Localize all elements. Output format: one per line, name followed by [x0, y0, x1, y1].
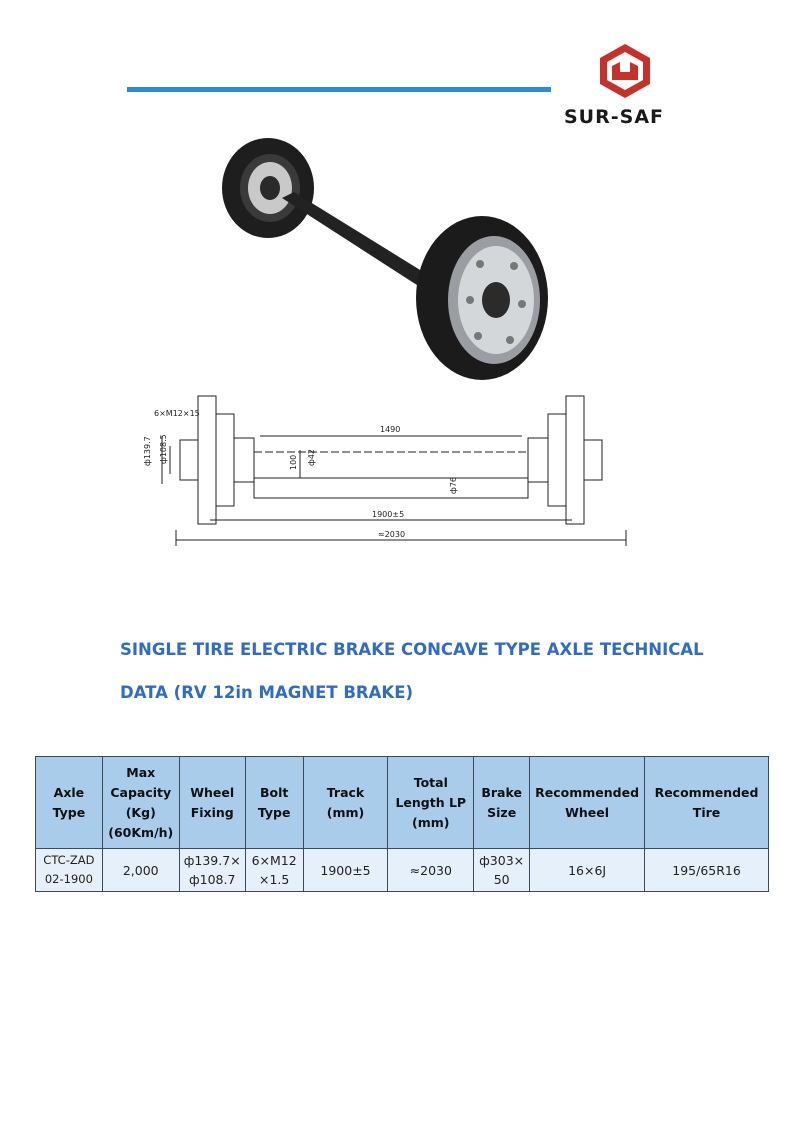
cell-wheel-fixing: ф139.7× ф108.7	[179, 849, 245, 892]
brand-name: SUR-SAF	[564, 106, 664, 128]
header-wheel-fixing: Wheel Fixing	[179, 757, 245, 849]
cell-axle-type: CTC-ZAD 02-1900	[36, 849, 103, 892]
dim-pcd: ф139.7	[143, 436, 152, 466]
cell-total-length: ≈2030	[388, 849, 474, 892]
logo-mark-icon	[600, 44, 650, 98]
section-heading-line-2: DATA (RV 12in MAGNET BRAKE)	[120, 683, 414, 702]
dim-center: ф108.5	[159, 434, 168, 464]
table-row	[36, 849, 769, 892]
table-header-row	[36, 757, 769, 849]
rear-wheel-icon	[222, 138, 314, 238]
dim-total: ≈2030	[378, 530, 406, 539]
dim-bolt: 6×M12×15	[154, 409, 200, 418]
cell-recommended-tire: 195/65R16	[645, 849, 769, 892]
dim-1490: 1490	[380, 425, 401, 434]
header-max-capacity: Max Capacity (Kg) (60Km/h)	[102, 757, 179, 849]
header-recommended-tire: Recommended Tire	[645, 757, 769, 849]
cell-recommended-wheel: 16×6J	[530, 849, 645, 892]
axle-technical-drawing	[140, 390, 640, 550]
section-heading-line-1: SINGLE TIRE ELECTRIC BRAKE CONCAVE TYPE AXLE TECHNICAL	[120, 640, 704, 659]
dim-tube: ф76	[449, 476, 458, 494]
cell-bolt-type: 6×M12 ×1.5	[245, 849, 303, 892]
dim-track: 1900±5	[372, 510, 405, 519]
header-axle-type: Axle Type	[36, 757, 103, 849]
dim-drop: 100	[289, 454, 298, 470]
header-bolt-type: Bolt Type	[245, 757, 303, 849]
cell-track: 1900±5	[303, 849, 388, 892]
header-rule	[127, 87, 551, 92]
front-wheel-icon	[416, 216, 548, 380]
cell-max-capacity: 2,000	[102, 849, 179, 892]
axle-photo	[210, 136, 570, 386]
dim-tube2: ф42	[307, 448, 316, 466]
header-recommended-wheel: Recommended Wheel	[530, 757, 645, 849]
header-track: Track (mm)	[303, 757, 388, 849]
cell-brake-size: ф303× 50	[474, 849, 530, 892]
header-total-length: Total Length LP (mm)	[388, 757, 474, 849]
header-brake-size: Brake Size	[474, 757, 530, 849]
technical-data-table	[35, 756, 769, 892]
